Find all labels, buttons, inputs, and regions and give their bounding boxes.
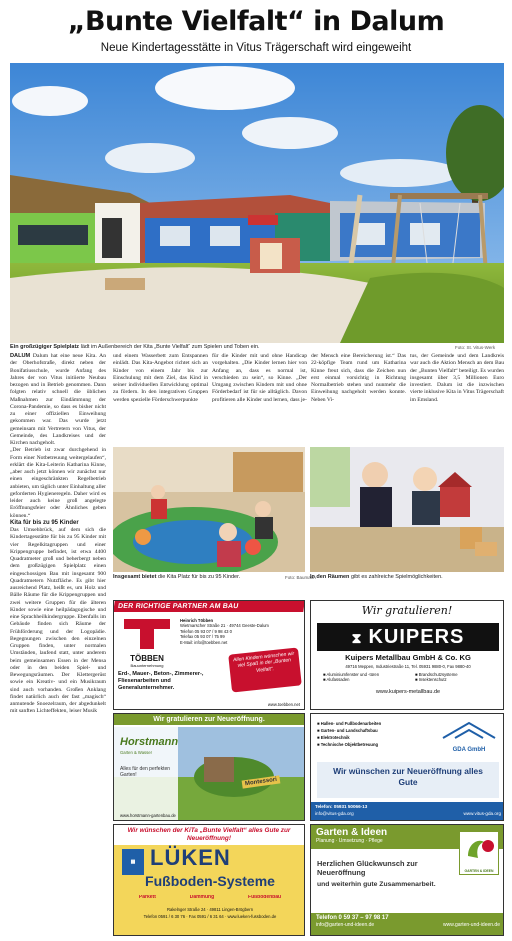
gda-email: info@vitus-gda.org — [315, 810, 354, 816]
lueken-logo-mark: ▦ — [122, 849, 144, 875]
subheadline: Neue Kindertagesstätte in Vitus Trägerschaft wird eingeweiht — [100, 42, 412, 54]
kuipers-firm: Kuipers Metallbau GmbH & Co. KG — [345, 653, 471, 662]
section-subhead: Kita für bis zu 95 Kinder — [10, 519, 79, 526]
headline: „Bunte Vielfalt“ in Dalum — [67, 6, 445, 37]
children-photo-caption: Insgesamt bietet die Kita Platz für bis zu 95 Kinder. — [113, 574, 241, 580]
lueken-top: Wir wünschen der KiTa „Bunte Vielfalt“ alles Gute zur Neueröffnung! — [114, 825, 304, 845]
kids-photo-caption: In den Räumen gibt es zahlreiche Spielmöglichkeiten. — [310, 574, 443, 580]
kuipers-top: Wir gratulieren! — [361, 604, 453, 617]
horstmann-header: Wir gratulieren zur Neueröffnung. — [114, 714, 304, 725]
gda-phone: Telefon: 05931 50066-13 — [315, 804, 368, 809]
gda-message: Wir wünschen zur Neueröffnung alles Gute — [317, 762, 499, 798]
gda-logo: GDA GmbH — [439, 720, 499, 750]
garten-header: Garten & Ideen Planung · Umsetzung · Pflege — [311, 825, 503, 849]
toebben-bubble: Allen Kindern wünschen wir viel Spaß in der „Bunten Vielfalt“. — [228, 647, 302, 692]
article-column-4: der Mensch eine Bereicherung ist.“ Das 22-köpfige Team rund um Katharina Kinne freut sich, dass die Zeichen nun erst einmal vorsichtig in Richtung Normalbetrieb stehen und nunmehr die Einweihung nachgeholt werden konnte. Neben Vi- — [311, 353, 406, 403]
horstmann-sign: Montessori — [242, 775, 281, 788]
garten-message-2: und weiterhin gute Zusammenarbeit. — [317, 881, 436, 888]
ad-horstmann: Wir gratulieren zur Neueröffnung. Horstmann Garten & Wasser Alles für den perfekten Garten! Montessori www.horstmann-gartenbau.de — [113, 713, 305, 821]
article-column-2: und einem Wasserbett zum Entspannen einlädt. Das Kita-Angebot richtet sich an Kinder von einem Jahr bis zur Einschulung mit dem Ziel, das Kind in seiner individuellen Entwicklung optimal zu fördern. In den integrativen Gruppen werden spezielle Förderschwerpunkte — [113, 353, 208, 403]
kids-playing-photo — [310, 447, 504, 572]
toebben-logo: TÖBBEN Bauunternehmung — [118, 617, 176, 667]
ad-kuipers: Wir gratulieren! ⧗ KUIPERS Kuipers Metallbau GmbH & Co. KG 49716 Meppen, Industriestraße 11, Tel. 05931 9880-0, Fax 9880-40 ■ Aluminiumfenster und -türen ■ Alufassaden ■ Brandschutzsysteme ■ Insektenschutz www.kuipers-metallbau.de — [310, 600, 504, 710]
main-photo — [10, 63, 504, 343]
kuipers-address: 49716 Meppen, Industriestraße 11, Tel. 05931 9880-0, Fax 9880-40 — [345, 664, 471, 669]
horstmann-tagline: Alles für den perfekten Garten! — [120, 766, 171, 779]
kuipers-url: www.kuipers-metallbau.de — [375, 689, 441, 695]
horstmann-url: www.horstmann-gartenbau.de — [120, 812, 176, 818]
lueken-address: Rakelnger Straße 24 · 49811 Lingen-Brögbern — [166, 907, 254, 912]
article-column-1: DALUM Dalum hat eine neue Kita. An der Oberhofstraße, direkt neben der Bonifatiusschule, wurde Anfang des Jahres der von Vitus initiierte Neubau bezogen und in Betrieb genommen. Dann folgten relativ schnell die üblichen Maßnahmen zur Eindämmung der Corona-Pandemie, so dass es bisher nicht zu einer offiziellen Einweihung gekommen war. Das wurde jetzt gemeinsam mit Vertretern von Vitus, der Gemeinde, des Landkreises und der Kirchen nachgeholt. „Der Betrieb ist zwar durchgehend in Form einer Notbetreuung weitergelaufen“, erklärt die Kita-Leiterin Katharina Kinne, „aber auch jetzt können wir zunächst nur einen eingeschränkten Regelbetrieb anbieten, um täglich unter Einhaltung aller geforderten Hygieneregeln. Daher wird es leider auch keine groß angelegte Eröffnungsfeier oder Ähnliches geben können.“ Kita für bis zu 95 Kinder Das Umsehbrück, auf dem sich die Kindertagesstätte für bis zu 95 Kinder mit vier Regelkitagruppen und einer Krippengruppe befindet, ist etwa 4400 Quadratmeter groß und beherbergt neben dem großzügigen Spielplatz einen eingeschossigen Bau mit insgesamt 900 Quadratmetern Nutzfläche. Es gibt hier ausreichend Platz, heißt es, um Holz und Bälle Räume für die Krippengruppen und zwei weitere Gruppen für die älteren Kinder sowie eine heilpädagogische und eine Sprachheilkindergruppe. Ebenfalls im Gebäude finden sich Räume der Frühförderung und der Logopädie. Begegnungen zwischen den einzelnen Gruppen finden, unter normalen Umständen, laufend statt, unter anderem beim gemeinsamen Essen in der Mensa oder in den beiden Spiel- und Bewegungsräumen. Der Klettergerüst sowie ein Kreativ- und ein Musikraum sind auch vorhanden. Großen Anklang findet natürlich auch der fast „magisch“ anmutende Snoezelraum, der abgedunkelt mit sanften Lichteffekten, leiser Musik — [10, 353, 106, 715]
garten-message: Herzlichen Glückwunsch zur Neueröffnung — [317, 859, 418, 877]
children-photo-credit: Foto: Baumann — [285, 575, 316, 580]
toebben-header: DER RICHTIGE PARTNER AM BAU — [113, 601, 305, 612]
lueken-tagline: Fußboden-Systeme — [145, 873, 275, 889]
garten-web: www.garten-und-ideen.de — [443, 922, 500, 928]
main-photo-caption: Ein großzügiger Spielplatz lädt im Außenbereich der Kita „Bunte Vielfalt“ zum Spielen und Toben ein. — [10, 344, 260, 350]
main-photo-credit: Foto: St. Vitus-Werk — [455, 345, 496, 350]
dateline: DALUM — [10, 353, 31, 359]
garten-phone: Telefon 0 59 37 – 97 98 17 — [316, 915, 389, 921]
article-column-3: für die Kinder mit und ohne Handicap vorgehalten. „Die Kinder lernen hier von Anfang an, dass es normal ist, verschieden zu sein“, so Kinne. „Der Umgang zwischen Kindern mit und ohne Förderbedarf ist für sie alltäglich. Davon profitieren alle Kinder und lernen, dass je- — [212, 353, 307, 403]
ad-garten-ideen — [310, 824, 504, 936]
horstmann-logo: Horstmann — [120, 736, 179, 748]
toebben-services: Erd-, Mauer-, Beton-, Zimmerer-, Fliesenarbeiten und Generalunternehmer. — [118, 671, 204, 691]
children-carpet-photo — [113, 447, 305, 572]
garten-logo: GARTEN & IDEEN — [459, 831, 499, 875]
ad-lueken: Wir wünschen der KiTa „Bunte Vielfalt“ alles Gute zur Neueröffnung! ▦ LÜKEN Fußboden-Systeme Parkett Dämmung Fußbodenbau Rakelnger Straße 24 · 49811 Lingen-Brögbern Telefon 0591 / 6 30 76 · Fax 0591 / 6 31 64 · www.lueken-fussboden.de — [113, 824, 305, 936]
kuipers-logo: ⧗ KUIPERS — [317, 623, 499, 651]
ad-toebben: DER RICHTIGE PARTNER AM BAU TÖBBEN Bauunternehmung Heinrich Többen Wietmarscher Straße 21 · 49744 Geeste-Dalum Telefon 05 93 07 / 9 98 43 0 Telefax 05 93 07 / 75 99 E-Mail: info@toebben.net Erd-, Mauer-, Beton-, Zimmerer-, Fliesenarbeiten und Generalunternehmer. Allen Kindern wünschen wir viel Spaß in der „Bunten Vielfalt“. www.toebben.net — [113, 600, 305, 710]
toebben-url: www.toebben.net — [267, 701, 300, 707]
article-column-5: tus, der Gemeinde und dem Landkreis war auch die Aktion Mensch an dem Bau der „Bunten Vielfalt“ beteiligt. Es wurden insgesamt über 3,5 Millionen Euro investiert. Dalum ist die inzwischen vierte inklusive Kita in Vitus Trägerschaft im Emsland. — [410, 353, 504, 403]
garten-email: info@garten-und-ideen.de — [316, 922, 375, 928]
lueken-contact: Telefon 0591 / 6 30 76 · Fax 0591 / 6 31 64 · www.lueken-fussboden.de — [143, 914, 277, 919]
lueken-logo: LÜKEN — [150, 845, 231, 870]
ad-gda: ■ Hallen- und Fußbodenarbeiten ■ Garten- und Landschaftsbau ■ Elektrotechnik ■ Technische Objektbetreuung GDA GmbH Wir wünschen zur Neueröffnung alles Gute Telefon: 05931 50066-13 info@vitus-gda.org www.vitus-gda.org — [310, 713, 504, 821]
gda-url: www.vitus-gda.org — [463, 810, 501, 816]
